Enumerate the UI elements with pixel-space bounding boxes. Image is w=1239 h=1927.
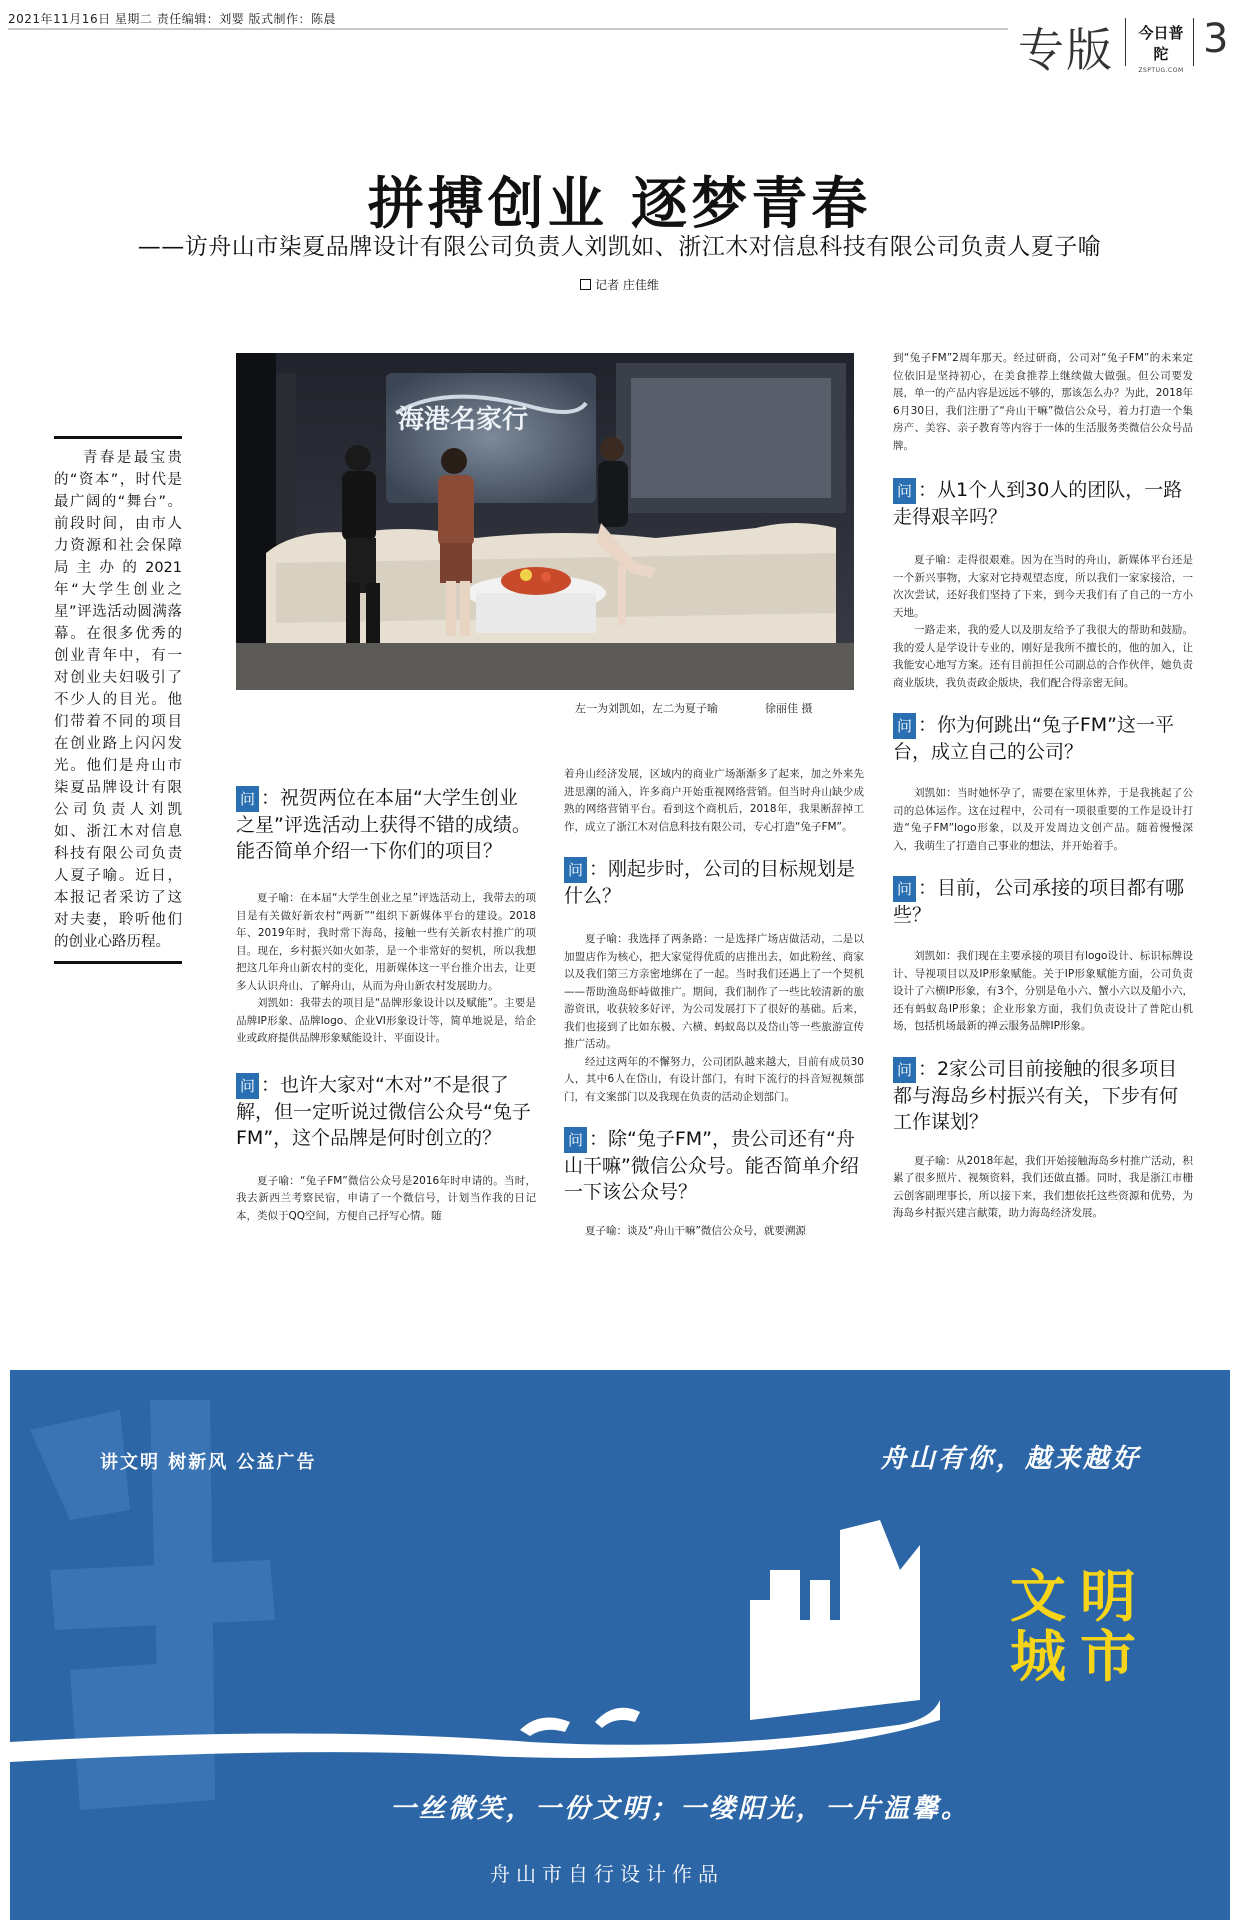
article-column-2 xyxy=(564,766,864,1241)
answer-6: 刘凯如：当时她怀孕了，需要在家里休养，于是我挑起了公司的总体运作。这在过程中，公司有一项很重要的工作是设计打造“兔子FM”logo形象，以及开发周边文创产品。随着慢慢深入，我萌生了打造自己事业的想法，并开始着手。 xyxy=(893,787,1193,852)
answer-7: 刘凯如：我们现在主要承接的项目有logo设计、标识标牌设计、导视项目以及IP形象赋能。关于IP形象赋能方面，公司负责设计了六横IP形象，有3个，分别是龟小六、蟹小六以及船小六，还有蚂蚁岛IP形象；企业形象方面，我们负责设计了普陀山机场，包括机场最新的禅云服务品牌IP形象。 xyxy=(893,950,1193,1032)
photo-credit: 徐丽佳 摄 xyxy=(765,702,813,715)
answer-2: 夏子喻：“兔子FM”微信公众号是2016年时申请的。当时，我去新西兰考察民宿，申请了一个微信号，计划当作我的日记本，类似于QQ空间，方便自己抒写心情。随 xyxy=(236,1174,536,1222)
question-1-text: ：祝贺两位在本届“大学生创业之星”评选活动上获得不错的成绩。能否简单介绍一下你们的项目？ xyxy=(236,787,531,862)
article-column-3 xyxy=(893,350,1193,1223)
article-subheadline: ——访舟山市柒夏品牌设计有限公司负责人刘凯如、浙江木对信息科技有限公司负责人夏子喻 xyxy=(137,234,1102,260)
answer-3-p2: 经过这两年的不懈努力，公司团队越来越大，目前有成员30人，其中6人在岱山，有设计部门，有时下流行的抖音短视频部门，有文案部门以及我现在负责的活动企划部门。 xyxy=(564,1055,864,1103)
byline-text: 记者 庄佳维 xyxy=(595,278,659,292)
studio-scene xyxy=(236,353,854,690)
intro-text: 青春是最宝贵的“资本”，时代是最广阔的“舞台”。前段时间，由市人力资源和社会保障局主办的2021年“大学生创业之星”评选活动圆满落幕。在很多优秀的创业青年中，有一对创业夫妇吸引了不少人的目光。他们带着不同的项目在创业路上闪闪发光。他们是舟山市柒夏品牌设计有限公司负责人刘凯如、浙江木对信息科技有限公司负责人夏子喻。近日，本报记者采访了这对夫妻，聆听他们的创业心路历程。 xyxy=(54,450,182,950)
question-6-text: ：你为何跳出“兔子FM”这一平台，成立自己的公司？ xyxy=(893,714,1175,763)
question-tag: 问 xyxy=(893,876,916,902)
answer-5-p1: 夏子喻：走得很艰难。因为在当时的舟山，新媒体平台还是一个新兴事物，大家对它持观望态度，所以我们一家家接洽，一次次尝试，还好我们坚持了下来，到今天我们有了自己的一方小天地。 xyxy=(893,554,1193,619)
question-tag: 问 xyxy=(893,1057,916,1083)
interview-photo xyxy=(236,353,854,690)
public-service-ad xyxy=(10,1370,1230,1920)
ad-title-line1: 文明 xyxy=(1010,1565,1150,1630)
question-5 xyxy=(893,477,1193,530)
ad-title-line2: 城市 xyxy=(1010,1625,1150,1690)
date-line: 2021年11月16日 星期二 责任编辑：刘婴 版式制作：陈晨 xyxy=(8,12,337,26)
question-6 xyxy=(893,712,1193,765)
question-2-text: ：也许大家对“木对”不是很了解，但一定听说过微信公众号“兔子FM”，这个品牌是何时创立的？ xyxy=(236,1073,531,1149)
question-5-text: ：从1个人到30人的团队，一路走得艰辛吗？ xyxy=(893,479,1183,528)
question-tag: 问 xyxy=(236,1073,259,1099)
logo-text: 今日普陀 xyxy=(1138,24,1184,63)
question-tag: 问 xyxy=(236,786,259,812)
answer-4-cont: 到“兔子FM”2周年那天。经过研商，公司对“兔子FM”的未来定位依旧是坚持初心，在美食推荐上继续做大做强。但公司要发展，单一的产品内容是远远不够的，那该怎么办？为此，2018年6月30日，我们注册了“舟山干嘛”微信公众号，着力打造一个集房产、美容、亲子教育等内容于一体的生活服务类微信公众号品牌。 xyxy=(893,352,1193,452)
question-tag: 问 xyxy=(564,1127,587,1153)
header-divider xyxy=(1193,18,1194,66)
question-tag: 问 xyxy=(893,713,916,739)
answer-4: 夏子喻：谈及“舟山干嘛”微信公众号，就要溯源 xyxy=(585,1225,806,1237)
section-title: 专版 xyxy=(1018,23,1114,77)
answer-1-p2: 刘凯如：我带去的项目是“品牌形象设计以及赋能”。主要是品牌IP形象、品牌logo、企业VI形象设计等，简单地说是，给企业或政府提供品牌形象赋能设计、平面设计。 xyxy=(236,997,536,1044)
question-1 xyxy=(236,785,536,864)
question-tag: 问 xyxy=(564,857,587,883)
question-7 xyxy=(893,875,1193,928)
question-tag: 问 xyxy=(893,478,916,504)
ad-right-slogan: 舟山有你，越来越好 xyxy=(880,1444,1142,1474)
header-rule-light xyxy=(8,28,1008,30)
logo-url: ZSPTUG.COM xyxy=(1138,67,1184,74)
photo-caption: 左一为刘凯如，左二为夏子喻 xyxy=(575,702,718,715)
header-divider xyxy=(1125,18,1126,66)
studio-sign: 海港名家行 xyxy=(398,405,529,435)
article-column-1 xyxy=(236,785,536,1225)
byline xyxy=(0,276,1239,293)
answer-8: 夏子喻：从2018年起，我们开始接触海岛乡村推广活动，积累了很多照片、视频资料，我们还做直播。同时，我是浙江市栅云创客副理事长，所以接下来，我们想依托这些资源和优势，为海岛乡村振兴建言献策，助力海岛经济发展。 xyxy=(893,1154,1193,1219)
question-7-text: ：目前，公司承接的项目都有哪些？ xyxy=(893,877,1185,926)
question-4-text: ：除“兔子FM”，贵公司还有“舟山干嘛”微信公众号。能否简单介绍一下该公众号？ xyxy=(564,1128,859,1203)
question-4 xyxy=(564,1126,864,1205)
question-8 xyxy=(893,1056,1193,1135)
article-headline: 拼搏创业 逐梦青春 xyxy=(367,172,872,237)
ad-credit: 舟山市自行设计作品 xyxy=(490,1862,724,1886)
question-2 xyxy=(236,1072,536,1151)
ad-bottom-slogan: 一丝微笑，一份文明；一缕阳光，一片温馨。 xyxy=(390,1794,971,1824)
answer-2-cont: 着舟山经济发展，区域内的商业广场渐渐多了起来，加之外来先进思潮的涌入，许多商户开始重视网络营销。但当时舟山缺少成熟的网络营销平台。看到这个商机后，2018年，我果断辞掉工作，成立了浙江木对信息科技有限公司，专心打造“兔子FM”。 xyxy=(564,768,864,833)
byline-box-icon xyxy=(580,279,591,290)
answer-5-p2: 一路走来，我的爱人以及朋友给予了我很大的帮助和鼓励。我的爱人是学设计专业的，刚好是我所不擅长的，他的加入，让我能安心地写方案。还有目前担任公司副总的合作伙伴，她负责商业版块，我负责政企版块，我们配合得亲密无间。 xyxy=(893,624,1193,689)
ad-left-tag: 讲文明 树新风 公益广告 xyxy=(100,1452,317,1473)
intro-box xyxy=(54,436,182,964)
answer-3-p1: 夏子喻：我选择了两条路：一是选择广场店做活动，二是以加盟店作为核心，把大家觉得优质的店推出去，如此粉丝、商家以及我们第三方亲密地绑在了一起。当时我们还遇上了一个契机——帮助渔岛虾峙做推广。期间，我们制作了一些比较清新的旅游资讯，收获较多好评，为公司发展打下了很好的基础。后来，我们也接到了比如东极、六横、蚂蚁岛以及岱山等一些旅游宣传推广活动。 xyxy=(564,933,864,1050)
question-3 xyxy=(564,856,864,909)
question-8-text: ：2家公司目前接触的很多项目都与海岛乡村振兴有关，下步有何工作谋划？ xyxy=(893,1057,1179,1133)
newspaper-logo xyxy=(1136,22,1186,74)
answer-1-p1: 夏子喻：在本届“大学生创业之星”评选活动上，我带去的项目是有关做好新农村“两新”“组织下新媒体平台的建设。2018年、2019年时，我时常下海岛，接触一些有关新农村推广的项目。现在，乡村振兴如火如荼，是一个非常好的契机，所以我想把这几年舟山新农村的变化，用新媒体这一平台推介出去，让更多人认识舟山、了解舟山，从而为舟山新农村发展助力。 xyxy=(236,892,536,992)
question-3-text: ：刚起步时，公司的目标规划是什么？ xyxy=(564,858,856,907)
page-number: 3 xyxy=(1203,16,1229,62)
